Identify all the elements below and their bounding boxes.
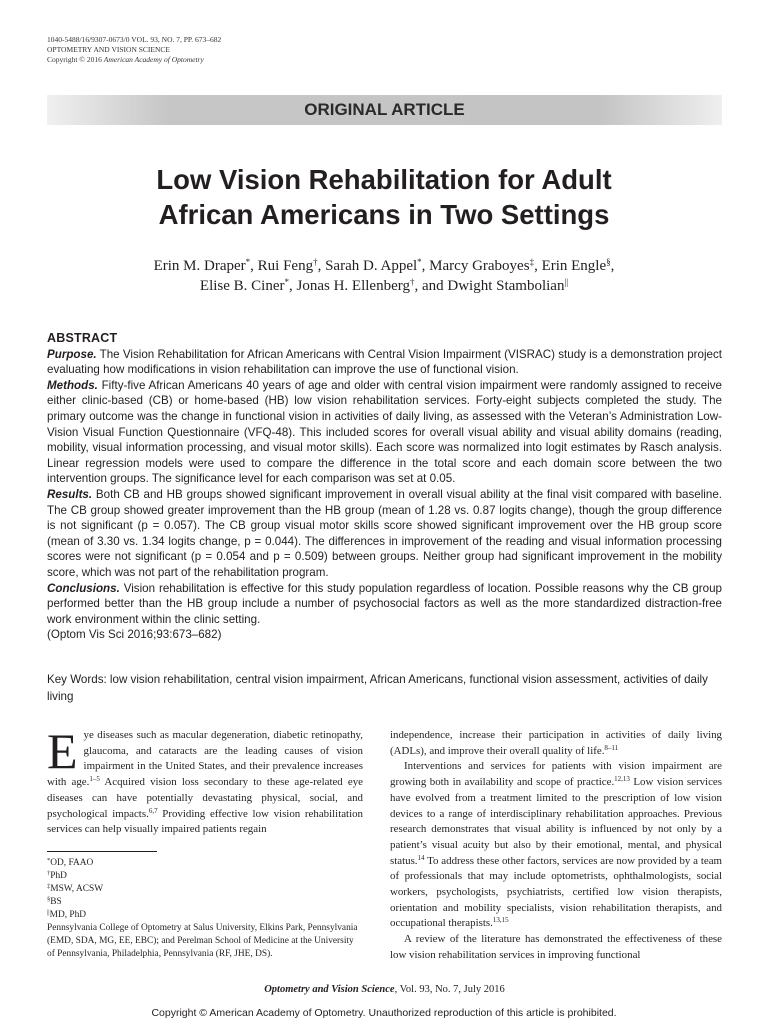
masthead (47, 35, 221, 65)
copyright-notice: Copyright © American Academy of Optometry. Unauthorized reproduction of this article is prohibited. (151, 1007, 617, 1019)
author-affiliation-mark: || (564, 277, 569, 287)
author-affiliation-mark: ‡ (529, 257, 535, 267)
abstract-results: Results. Both CB and HB groups showed significant improvement in overall visual ability at the final visit compared with baseline. The CB group showed greater improvement than the HB group (mean of 1.28 vs. 0.87 logits change), though the group difference is not significant (p = 0.057). The CB group visual motor skills score showed significant improvement over the HB group score (mean of 3.30 vs. 1.34 logits change, p = 0.044). The differences in improvement of the reading and visual information processing scores were not significant (p = 0.054 and p = 0.509) between groups. Neither group had significant improvement in the mobility score, which was not part of the rehabilitation program. (47, 487, 722, 579)
footnote-degree: §BS (47, 896, 62, 907)
author-affiliation-mark: * (284, 277, 289, 287)
conclusions-label: Conclusions. (47, 581, 120, 595)
author-name: Sarah D. Appel (325, 258, 418, 274)
reference-mark: 14 (417, 853, 425, 862)
abstract (47, 331, 722, 643)
author-name: Elise B. Ciner (199, 278, 285, 294)
author-affiliation-mark: † (313, 257, 318, 267)
purpose-label: Purpose. (47, 347, 97, 361)
author-list (60, 256, 708, 296)
reference-mark: 12,13 (614, 775, 630, 784)
abstract-citation: (Optom Vis Sci 2016;93:673–682) (47, 628, 222, 642)
author-affiliation-mark: * (417, 257, 422, 267)
publisher-name: American Academy of Optometry (103, 55, 204, 64)
abstract-heading: ABSTRACT (47, 331, 118, 345)
article-type-label: ORIGINAL ARTICLE (304, 100, 465, 119)
footer-journal-name: Optometry and Vision Science (264, 984, 395, 995)
title-line-1: Low Vision Rehabilitation for Adult (156, 164, 612, 195)
footnote-degree: ‡MSW, ACSW (47, 883, 104, 894)
footnote-degree: †PhD (47, 870, 67, 881)
journal-name-line: OPTOMETRY AND VISION SCIENCE (47, 45, 170, 54)
key-words: Key Words: low vision rehabilitation, central vision impairment, African Americans, functional vision assessment, activities of daily living (47, 673, 708, 703)
page-footer (47, 983, 722, 997)
intro-paragraph-3: A review of the literature has demonstrated the effectiveness of these low vision rehabilitation services in improving functional (390, 933, 722, 961)
author-affiliation-mark: * (245, 257, 251, 267)
journal-id-line: 1040-5488/16/9307-0673/0 VOL. 93, NO. 7, PP. 673–682 (47, 35, 222, 44)
footer-issue: , Vol. 93, No. 7, July 2016 (394, 984, 505, 995)
results-label: Results. (47, 487, 93, 501)
author-line-2: Elise B. Ciner*, Jonas H. Ellenberg†, and Dwight Stambolian|| (199, 277, 569, 294)
body-column-right (390, 728, 722, 964)
author-name: Marcy Graboyes (429, 258, 530, 274)
abstract-methods: Methods. Fifty-five African Americans 40 years of age and older with central vision impairment were randomly assigned to receive either clinic-based (CB) or home-based (HB) low vision rehabilitation services. Forty-eight subjects completed the study. The primary outcome was the change in functional vision in activities of daily living, as assessed with the Veteran’s Administration Low-Vision Visual Function Questionnaire (VFQ-48). This included scores for overall visual ability and visual ability domains (reading, mobility, visual information processing, and visual motor skills). Each score was normalized into logit estimates by Rasch analysis. Linear regression models were used to compare the difference in the total score and each domain score between the two intervention groups. The significance level for each comparison was set at 0.05. (47, 378, 722, 486)
abstract-conclusions: Conclusions. Vision rehabilitation is effective for this study population regardless of location. Possible reasons why the CB group performed better than the HB group include a number of psychosocial factors as well as the more standardized distraction-free work environment within the clinic setting. (47, 581, 722, 626)
author-name: Rui Feng (257, 258, 314, 274)
reference-mark: 8–11 (604, 743, 619, 752)
intro-paragraph-1-continued: independence, increase their participation in activities of daily living (ADLs), and improve their overall quality of life.$^{8-11}$ (390, 729, 722, 757)
footnote-divider (47, 851, 157, 852)
intro-paragraph-2: Interventions and services for patients with vision impairment are growing both in availability and scope of practice.$^{12,13}$ Low vision services have evolved from a treatment limited to the prescription of low vision devices to a range of interdisciplinary rehabilitation approaches. Previous research demonstrates that visual ability is influenced by not only by a patient’s visual acuity but also by their emotional, mental, and physical status.$^{14}$ To address these other factors, services are now provided by a team of professionals that may include optometrists, ophthalmologists, social workers, psychologists, psychiatrists, certified low vision therapists, orientation and mobility specialists, vision rehabilitation therapists, and occupational therapists.$^{13,15}$ (390, 760, 722, 930)
copyright-line: Copyright © 2016 American Academy of Optometry (47, 55, 204, 64)
reference-mark: 1–5 (89, 775, 100, 784)
author-affiliation-mark: † (409, 277, 415, 287)
author-affiliation-mark: § (606, 257, 611, 267)
author-name: Erin Engle (541, 258, 607, 274)
intro-paragraph-1: Eye diseases such as macular degeneration, diabetic retinopathy, glaucoma, and cataracts are the leading causes of vision impairment in the United States, and their prevalence increases with age.$^{1-5}$ Acquired vision loss secondary to these age-related eye diseases can have potentially devastating physical, social, and psychological impacts.$^{6,7}$ Providing effective low vision rehabilitation services can help visually impaired patients regain (47, 723, 364, 836)
reference-mark: 13,15 (492, 916, 509, 925)
author-name: Jonas H. Ellenberg (296, 278, 410, 294)
title-line-2: African Americans in Two Settings (158, 199, 610, 230)
author-name: Dwight Stambolian (447, 278, 565, 294)
footnote-degree: *OD, FAAO (47, 857, 94, 868)
methods-label: Methods. (47, 378, 98, 392)
article-title (60, 162, 708, 232)
author-name: Erin M. Draper (153, 258, 246, 274)
abstract-purpose: Purpose. The Vision Rehabilitation for African Americans with Central Vision Impairment (VISRAC) study is a demonstration project evaluating how modifications in vision rehabilitation can improve the use of functional vision. (47, 347, 722, 377)
author-line-1: Erin M. Draper*, Rui Feng†, Sarah D. Appel*, Marcy Graboyes‡, Erin Engle§, (153, 257, 615, 274)
footnote-degree: ||MD, PhD (47, 909, 87, 920)
body-column-left (47, 723, 364, 838)
footnote-affiliation: Pennsylvania College of Optometry at Salus University, Elkins Park, Pennsylvania (EMD, SDA, MG, EE, EBC); and Perelman School of Medicine at the University of Pennsylvania, Philadelphia, Pennsylvania (RF, JHE, DS). (47, 923, 358, 959)
author-footnotes (47, 857, 363, 961)
drop-cap: E (47, 723, 78, 779)
reference-mark: 6,7 (148, 806, 158, 815)
